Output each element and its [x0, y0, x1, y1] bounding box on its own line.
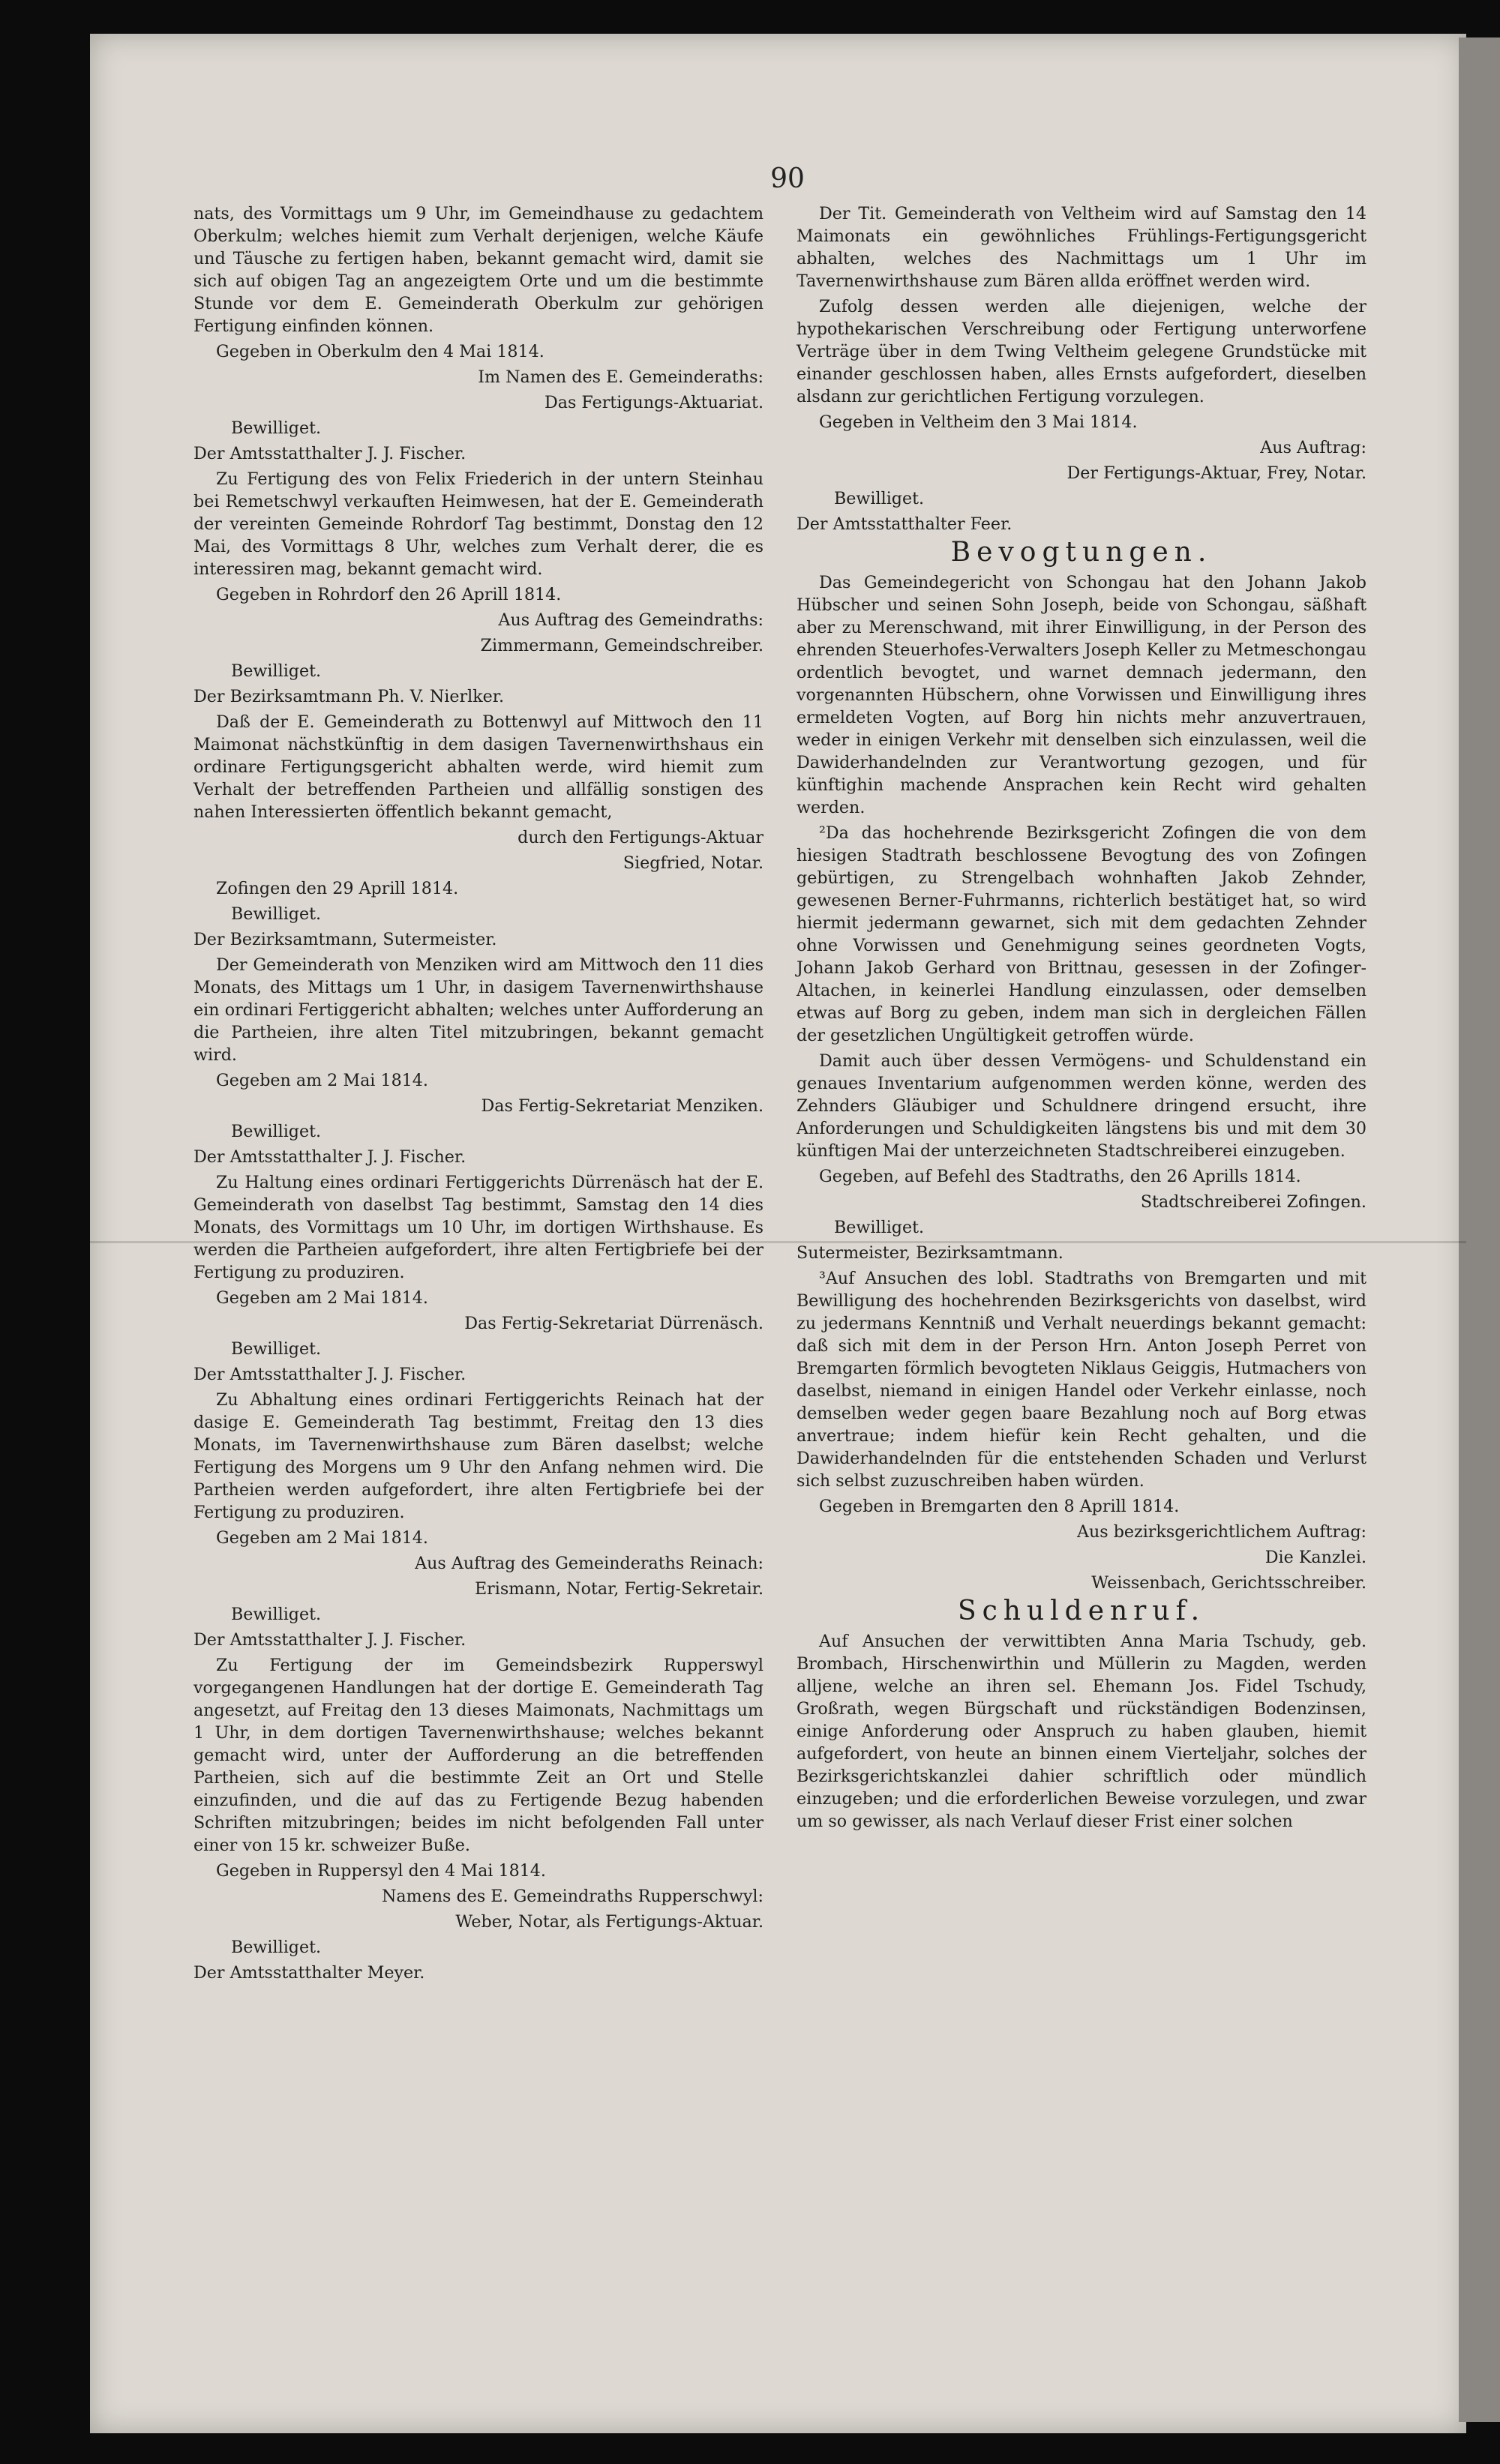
date-line: Gegeben in Ruppersyl den 4 Mai 1814. [216, 1861, 546, 1881]
official-line: Der Amtsstatthalter J. J. Fischer. [194, 444, 466, 463]
approval-line: Bewilliget. [231, 418, 322, 438]
approval-line: Bewilliget. [231, 904, 322, 924]
approval-line: Bewilliget. [231, 1605, 322, 1624]
date-line: Gegeben in Oberkulm den 4 Mai 1814. [216, 342, 544, 361]
official-line: Der Amtsstatthalter J. J. Fischer. [194, 1147, 466, 1167]
signature-line: Das Fertig-Sekretariat Dürrenäsch. [464, 1314, 764, 1333]
signature-line: Das Fertigungs-Aktuariat. [544, 393, 764, 412]
official-line: Der Amtsstatthalter Feer. [796, 514, 1012, 534]
official-line: Der Amtsstatthalter J. J. Fischer. [194, 1365, 466, 1384]
zofingen-notice-cont: Damit auch über dessen Vermögens- und Schuldenstand ein genaues Inventarium aufgenommen werden könne, werden des Zehnders Gläubiger und Schuldnere dringend ersucht, ihre Anforderungen und Schuldigkeiten längstens bis und mit dem 30 künftigen Mai der unterzeichneten Stadtschreiberei einzugeben. [796, 1051, 1366, 1161]
veltheim-notice: Der Tit. Gemeinderath von Veltheim wird auf Samstag den 14 Maimonats ein gewöhnliches Frühlings-Fertigungsgericht abhalten, welches des Nachmittags um 1 Uhr im Tavernenwirthshause zum Bären allda eröffnet werden wird. [796, 204, 1366, 291]
signature-line: Erismann, Notar, Fertig-Sekretair. [474, 1579, 764, 1599]
date-line: Gegeben in Bremgarten den 8 Aprill 1814. [819, 1497, 1180, 1516]
date-line: Gegeben in Rohrdorf den 26 Aprill 1814. [216, 585, 562, 604]
signature-line: Das Fertig-Sekretariat Menziken. [481, 1096, 764, 1116]
signature-line: Aus bezirksgerichtlichem Auftrag: [1076, 1522, 1366, 1542]
left-column [194, 202, 764, 1987]
signature-line: Aus Auftrag: [1260, 438, 1366, 457]
rohrdorf-notice: Zu Fertigung des von Felix Friederich in der untern Steinhau bei Remetschwyl verkauften Heimwesen, hat der E. Gemeinderath der vereinten Gemeinde Rohrdorf Tag bestimmt, Donstag den 12 Mai, des Vormittags 8 Uhr, welches zum Verhalt derer, die es interessiren mag, bekannt gemacht wird. [194, 469, 764, 579]
signature-line: Die Kanzlei. [1264, 1548, 1366, 1567]
approval-line: Bewilliget. [231, 1122, 322, 1141]
adjacent-page-edge [1459, 37, 1500, 2422]
zofingen-notice: ²Da das hochehrende Bezirksgericht Zofingen die von dem hiesigen Stadtrath beschlossene Bevogtung des von Zofingen gebürtigen, zu Strengelbach wohnhaften Jakob Zehnder, gewesenen Berner-Fuhrmanns, richterlich bestätiget hat, so wird hiermit jedermann gewarnet, sich mit dem gedachten Zehnder ohne Vorwissen und Genehmigung seines geordneten Vogts, Johann Jakob Gerhard von Brittnau, gesessen in der Zofinger-Altachen, in keinerlei Handlung einzulassen, oder demselben etwas auf Borg zu geben, indem man sich in dergleichen Fällen der gesetzlichen Ungültigkeit getroffen würde. [796, 823, 1366, 1045]
official-line: Der Bezirksamtmann Ph. V. Nierlker. [194, 687, 505, 706]
signature-line: Namens des E. Gemeindraths Rupperschwyl: [381, 1887, 764, 1906]
date-line: Gegeben am 2 Mai 1814. [216, 1288, 428, 1308]
menziken-notice: Der Gemeinderath von Menziken wird am Mittwoch den 11 dies Monats, des Mittags um 1 Uhr, in dasigem Tavernenwirthshause ein ordinari Fertiggericht abhalten; welches unter Aufforderung an die Partheien, ihre alten Titel mitzubringen, bekannt gemacht wird. [194, 955, 764, 1065]
official-line: Der Amtsstatthalter Meyer. [194, 1963, 425, 1983]
date-line: Gegeben am 2 Mai 1814. [216, 1528, 428, 1548]
duerrenaesch-notice: Zu Haltung eines ordinari Fertiggerichts Dürrenäsch hat der E. Gemeinderath von daselbst Tag bestimmt, Samstag den 14 dies Monats, des Vormittags um 10 Uhr, im dortigen Wirthshause. Es werden die Partheien aufgefordert, ihre alten Fertigbriefe bei der Fertigung zu produziren. [194, 1173, 764, 1282]
rupperswyl-notice: Zu Fertigung der im Gemeindsbezirk Rupperswyl vorgegangenen Handlungen hat der dortige E. Gemeinderath Tag angesetzt, auf Freitag den 13 dieses Maimonats, Nachmittags um 1 Uhr, in dem dortigen Tavernenwirthshause; welches bekannt gemacht wird, unter der Aufforderung an die betreffenden Partheien, sich auf die bestimmte Zeit an Ort und Stelle einzufinden, und die auf das zu Fertigende Bezug habenden Schriften mitzubringen; beides im nicht befolgenden Fall unter einer von 15 kr. schweizer Buße. [194, 1656, 764, 1855]
bremgarten-notice: ³Auf Ansuchen des lobl. Stadtraths von Bremgarten und mit Bewilligung des hochehrenden Bezirksgerichts von daselbst, wird zu jedermans Kenntniß und Verhalt neuerdings bekannt gemacht: daß sich mit dem in der Person Hrn. Anton Joseph Perret von Bremgarten förmlich bevogteten Niklaus Geiggis, Hutmachers von daselbst, niemand in einigen Handel oder Verkehr einlasse, noch demselben weder gegen baare Bezahlung noch auf Borg etwas anvertraue; indem hiefür kein Recht gehalten, und die Dawiderhandelnden für die entstehenden Schaden und Verlurst sich selbst zuzuschreiben haben würden. [796, 1269, 1366, 1491]
official-line: Der Amtsstatthalter J. J. Fischer. [194, 1630, 466, 1650]
signature-line: Zimmermann, Gemeindschreiber. [480, 636, 764, 655]
date-line: Gegeben am 2 Mai 1814. [216, 1071, 428, 1090]
signature-line: Siegfried, Notar. [622, 853, 764, 873]
schongau-notice: Das Gemeindegericht von Schongau hat den Johann Jakob Hübscher und seinen Sohn Joseph, beide von Schongau, säßhaft aber zu Merenschwand, mit ihrer Einwilligung, in der Person des ehrenden Steuerhofes-Verwalters Joseph Keller zu Metmeschongau ordentlich bevogtet, und warnet demnach jedermann, den vorgenannten Hübschern, ohne Vorwissen und Einwilligung ihres ermeldeten Vogten, auf Borg hin nichts mehr anzuvertrauen, weder in einigen Verkehr mit denselben sich einzulassen, weil die Dawiderhandelnden zur Verantwortung gezogen, und für künftighin machende Ansprachen kein Recht wird gehalten werden. [796, 573, 1366, 817]
date-line: Gegeben in Veltheim den 3 Mai 1814. [819, 412, 1138, 432]
approval-line: Bewilliget. [834, 1218, 925, 1237]
oberkulm-notice: nats, des Vormittags um 9 Uhr, im Gemeindhause zu gedachtem Oberkulm; welches hiemit zum Verhalt derjenigen, welche Käufe und Täusche zu fertigen haben, bekannt gemacht wird, damit sie sich auf obigen Tag an angezeigtem Orte und um die bestimmte Stunde vor dem E. Gemeinderath Oberkulm zur gehörigen Fertigung einfinden können. [194, 204, 764, 336]
section-heading-bevogtungen: Bevogtungen. [950, 537, 1213, 568]
date-line: Zofingen den 29 Aprill 1814. [216, 879, 459, 898]
signature-line: Weissenbach, Gerichtsschreiber. [1091, 1573, 1366, 1593]
signature-line: Der Fertigungs-Aktuar, Frey, Notar. [1066, 463, 1366, 483]
page-number: 90 [770, 163, 805, 194]
approval-line: Bewilliget. [231, 1339, 322, 1359]
section-heading-schuldenruf: Schuldenruf. [957, 1596, 1206, 1626]
signature-line: Weber, Notar, als Fertigungs-Aktuar. [455, 1912, 764, 1932]
signature-line: durch den Fertigungs-Aktuar [518, 828, 764, 847]
veltheim-notice-cont: Zufolg dessen werden alle diejenigen, welche der hypothekarischen Verschreibung oder Fertigung unterworfene Verträge über in dem Twing Veltheim gelegene Grundstücke mit einander geschlossen haben, alles Ernsts aufgefordert, dieselben alsdann zur gerichtlichen Fertigung vorzulegen. [796, 297, 1366, 406]
bottenwyl-notice: Daß der E. Gemeinderath zu Bottenwyl auf Mittwoch den 11 Maimonat nächstkünftig in dem dasigen Tavernenwirthshaus ein ordinare Fertigungsgericht abhalten werde, wird hiemit zum Verhalt der betreffenden Partheien und allfällig sonstigen des nahen Interessierten öffentlich bekannt gemacht, [194, 712, 764, 822]
approval-line: Bewilliget. [231, 661, 322, 681]
signature-line: Stadtschreiberei Zofingen. [1140, 1192, 1366, 1212]
right-column [796, 202, 1366, 1836]
official-line: Der Bezirksamtmann, Sutermeister. [194, 930, 497, 949]
approval-line: Bewilliget. [231, 1938, 322, 1957]
approval-line: Bewilliget. [834, 489, 925, 508]
date-line: Gegeben, auf Befehl des Stadtraths, den 26 Aprills 1814. [819, 1167, 1301, 1186]
magden-notice: Auf Ansuchen der verwittibten Anna Maria Tschudy, geb. Brombach, Hirschenwirthin und Müllerin zu Magden, werden alljene, welche an ihren sel. Ehemann Jos. Fidel Tschudy, Großrath, wegen Bürgschaft und rückständigen Bodenzinsen, einige Anforderung oder Anspruch zu haben glauben, hiemit aufgefordert, von heute an binnen einem Vierteljahr, solches der Bezirksgerichtskanzlei dahier schriftlich oder mündlich einzugeben; und die erforderlichen Beweise vorzulegen, und zwar um so gewisser, als nach Verlauf dieser Frist einer solchen [796, 1632, 1366, 1831]
reinach-notice: Zu Abhaltung eines ordinari Fertiggerichts Reinach hat der dasige E. Gemeinderath Tag bestimmt, Freitag den 13 dies Monats, im Tavernenwirthshause zum Bären daselbst; welche Fertigung des Morgens um 9 Uhr den Anfang nehmen wird. Die Partheien werden aufgefordert, ihre alten Fertigbriefe bei der Fertigung zu produziren. [194, 1390, 764, 1522]
signature-line: Aus Auftrag des Gemeindraths: [498, 610, 764, 630]
signature-line: Im Namen des E. Gemeinderaths: [478, 367, 764, 387]
official-line: Sutermeister, Bezirksamtmann. [796, 1243, 1064, 1263]
signature-line: Aus Auftrag des Gemeinderaths Reinach: [415, 1554, 764, 1573]
